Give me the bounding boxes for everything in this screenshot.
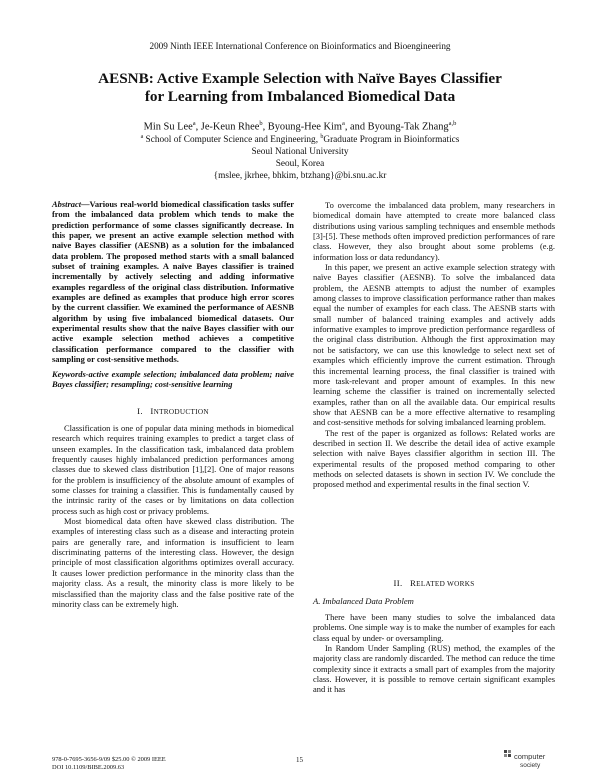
section-heading-related-works: [313, 578, 555, 588]
copyright-footer: [52, 756, 166, 772]
author-3: , Byoung-Hee Kim: [262, 121, 342, 133]
affiliation-emails: {mslee, jkrhee, bhkim, btzhang}@bi.snu.ac.kr: [213, 171, 387, 182]
subsection-heading: A. Imbalanced Data Problem: [313, 596, 414, 606]
affil-sup-b: b: [320, 134, 324, 140]
section-1-number: I.: [137, 406, 143, 416]
author-1-affil: a: [192, 120, 196, 127]
paragraph: The rest of the paper is organized as follows: Related works are described in section II. We describe the detail idea of active example selection with naïve Bayes classifier algorithm in section III. The experimental results of the proposed method comparing to other methods on selected datasets is shown in section IV. We conclude the proposed method and experimental results in the final section V.: [313, 427, 555, 490]
affiliation-program: Graduate Program in Bioinformatics: [323, 135, 460, 146]
paragraph: To overcome the imbalanced data problem, many researchers in biomedical domain have attempted to create more balanced class distributions using various sampling techniques and ensemble methods [3]-[5]. These methods often improved prediction performances of rare class. However, they also brought about some problems (e.g. information loss or data redundancy).: [313, 200, 555, 262]
affiliation-block: [0, 131, 600, 182]
abstract: [52, 199, 294, 365]
paper-title: [0, 70, 600, 106]
section-heading-introduction: [52, 406, 294, 416]
related-works-body: [313, 612, 555, 695]
author-4-affil: a,b: [448, 120, 457, 127]
paragraph: Classification is one of popular data mining methods in biomedical research which requires training examples to predict a target class of unseen examples. In the classification task, imbalanced data problem frequently causes highly imbalanced prediction performances among classes due to skewed class distribution [1],[2]. One of major reasons for the problem is insufficiency of the absolute amount of examples of some classes for training a classifier. This is fundamentally caused by the intrinsic rarity of the cases or by limitations on data collection process such as high cost or privacy problems.: [52, 423, 294, 516]
section-1-rest: NTRODUCTION: [153, 408, 209, 416]
affiliation-university: Seoul National University: [251, 147, 349, 158]
logo-word-society: society: [520, 762, 541, 769]
author-2-affil: b: [259, 120, 263, 127]
affiliation-school: School of Computer Science and Engineering,: [143, 135, 321, 146]
paragraph: There have been many studies to solve the imbalanced data problems. One simple way is to make the number of examples for each class equal by under- or oversampling.: [313, 612, 555, 643]
page-number: 15: [296, 756, 303, 764]
paragraph: In Random Under Sampling (RUS) method, the examples of the majority class are randomly discarded. The method can reduce the time complexity since it extracts a small part of examples from the majority class. However, it is possible to remove certain significant examples and it has: [313, 643, 555, 695]
author-2: , Je-Keun Rhee: [195, 121, 260, 133]
section-2-first: R: [409, 578, 417, 588]
doi-line: DOI 10.1109/BIBE.2009.63: [52, 764, 125, 771]
section-1-first: I: [150, 406, 154, 416]
copyright-line: 978-0-7695-3656-9/09 $25.00 © 2009 IEEE: [52, 756, 166, 763]
introduction-body: [52, 423, 294, 609]
paragraph: Most biomedical data often have skewed class distribution. The examples of interesting class such as a disease and interacting protein pairs are generally rare, and information is insufficient to learn discriminating patterns of the interesting class. However, the design principle of most classification algorithms optimizes overall accuracy. It causes lower prediction performance in the minority class than the majority class. As a result, the minority class is more likely to be misclassified than the majority class and the false positive rate of the minority class can be extremely high.: [52, 516, 294, 609]
keywords: Keywords-active example selection; imbalanced data problem; naive Bayes classifier; resampling; cost-sensitive learning: [52, 369, 294, 390]
right-column-body: [313, 200, 555, 490]
conference-header: 2009 Ninth IEEE International Conference on Bioinformatics and Bioengineering: [149, 41, 451, 51]
abstract-label: Abstract: [52, 199, 82, 209]
title-line-2: for Learning from Imbalanced Biomedical Data: [144, 88, 456, 105]
ieee-logo-icon: [502, 747, 554, 771]
computer-society-logo: [502, 747, 554, 771]
section-2-number: II.: [393, 578, 403, 588]
author-4: , and Byoung-Tak Zhang: [344, 121, 449, 133]
author-3-affil: a: [341, 120, 345, 127]
logo-word-computer: computer: [514, 752, 546, 761]
section-2-rest: ELATED WORKS: [416, 580, 475, 588]
paragraph: In this paper, we present an active example selection strategy with naïve Bayes classifier (AESNB). To solve the imbalanced data problem, the AESNB attempts to adjust the number of examples among classes to improve classification performance rather than makes equal the number of examples for each class. The AESNB starts with small number of balanced training examples and actively adds informative examples to improve prediction performance regardless of the original class distribution. Although the first approximation may not be satisfactory, we can use this knowledge to select next set of examples which efficiently improve the current estimation. Through this incremental learning process, the final classifier is trained with more task-relevant and proper amount of examples. In this new learning scheme the classifier is trained on incrementally selected examples, rather than on all the available data. Our empirical results show that AESNB can be a more effective alternative to resampling and cost-sensitive methods for solving imbalanced learning problem.: [313, 262, 555, 428]
affiliation-line-1: [0, 131, 600, 146]
abstract-text: —Various real-world biomedical classification tasks suffer from the imbalanced data problem which tends to make the prediction performance of some classes significantly decrease. In this paper, we present an active example selection method with naïve Bayes classifier (AESNB) as a solution for the imbalanced data problem. The proposed method starts with a small balanced subset of training examples. A naïve Bayes classifier is trained incrementally by actively selecting and adding informative examples regardless of the original class distribution. Informative examples are defined as examples that produce high error scores by the current classifier. We examined the performance of AESNB algorithm by using five imbalanced biomedical datasets. Our experimental results show that the naïve Bayes classifier with our active example selection method achieves a competitive classification performance compared to the classifier with sampling or cost-sensitive methods.: [52, 199, 294, 365]
title-line-1: AESNB: Active Example Selection with Naïve Bayes Classifier: [98, 70, 502, 87]
affil-sup-a: a: [140, 134, 144, 140]
affiliation-city: Seoul, Korea: [275, 159, 325, 170]
author-1: Min Su Lee: [143, 121, 193, 133]
